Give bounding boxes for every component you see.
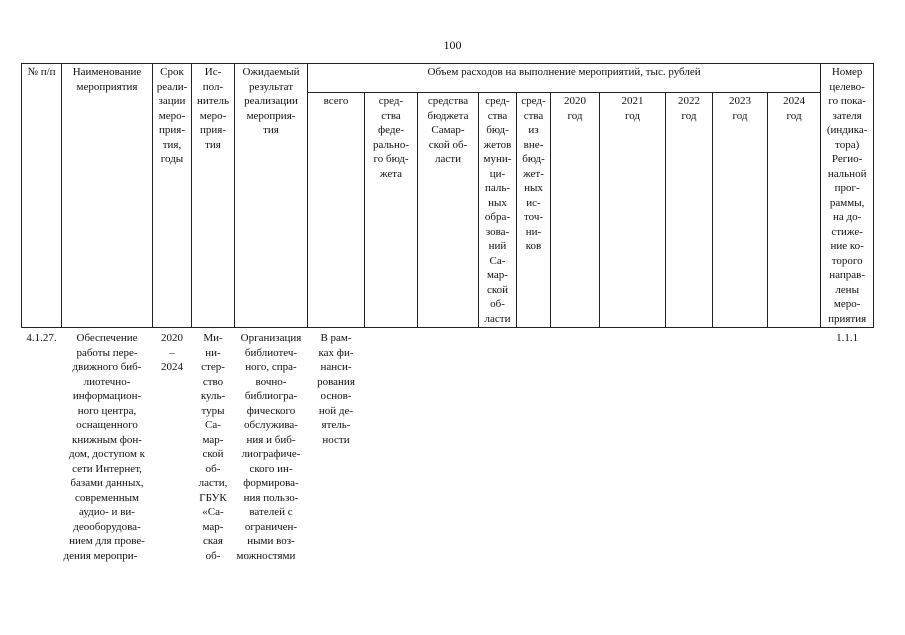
header-year-2020: 2020 год <box>551 93 600 328</box>
row-year-2024 <box>768 328 821 565</box>
row-regional <box>418 328 479 565</box>
header-total: всего <box>308 93 365 328</box>
header-year-2023: 2023 год <box>713 93 768 328</box>
header-name: Наименование мероприятия <box>62 64 153 328</box>
row-total: В рам- ках фи- нанси- рования основ- ной де- ятель- ности <box>317 332 355 446</box>
row-num: 4.1.27. <box>26 332 57 344</box>
row-year-2023 <box>713 328 768 565</box>
row-term: 2020 – 2024 <box>161 332 183 373</box>
row-year-2022 <box>666 328 713 565</box>
header-regional: средства бюджета Самар- ской об- ласти <box>418 93 479 328</box>
row-year-2021 <box>600 328 666 565</box>
row-year-2020 <box>551 328 600 565</box>
header-num: № п/п <box>22 64 62 328</box>
header-executor: Ис- пол- нитель меро- прия- тия <box>192 64 235 328</box>
header-indicator: Номер целево- го пока- зателя (индика- тора) Регио- нальной прог- раммы, на до- стиже- ние ко- торого направ- лены меро- приятия <box>821 64 874 328</box>
row-indicator: 1.1.1 <box>836 332 859 344</box>
header-year-2021: 2021 год <box>600 93 666 328</box>
header-year-2022: 2022 год <box>666 93 713 328</box>
row-name: Обеспечение работы пере-движного биб-лиотечно-информацион-ного центра, оснащенного книжным фон-дом, доступом к сети Интернет, базами данных, современным аудио- и ви-деооборудова-нием для прове-дения меропри- <box>63 332 145 562</box>
header-term: Срок реали- зации меро- прия- тия, годы <box>153 64 192 328</box>
row-expected-result: Организация библиотеч-ного, спра-вочно-библиогра-фического обслужива-ния и биб-лиографиче-ского ин-формирова-ния пользо-вателей с ограничен-ными воз-можностями <box>236 332 302 562</box>
row-offbudget <box>517 328 551 565</box>
header-row <box>22 64 874 93</box>
row-executor: Ми- ни- стер- ство куль- туры Са- мар- ской об- ласти, ГБУК «Са- мар- ская об- <box>198 332 228 562</box>
budget-table <box>21 63 874 564</box>
page-number: 100 <box>443 38 462 52</box>
row-municipal <box>479 328 517 565</box>
header-expected-result: Ожидаемый результат реализации мероприя- тия <box>235 64 308 328</box>
row-federal <box>365 328 418 565</box>
header-expenses-group: Объем расходов на выполнение мероприятий, тыс. рублей <box>308 64 821 93</box>
header-year-2024: 2024 год <box>768 93 821 328</box>
header-offbudget: сред- ства из вне- бюд- жет- ных ис- точ- ни- ков <box>517 93 551 328</box>
header-federal: сред- ства феде- рально- го бюд- жета <box>365 93 418 328</box>
header-municipal: сред- ства бюд- жетов муни- ци- паль- ных обра- зова- ний Са- мар- ской об- ласти <box>479 93 517 328</box>
table-row <box>22 328 874 565</box>
